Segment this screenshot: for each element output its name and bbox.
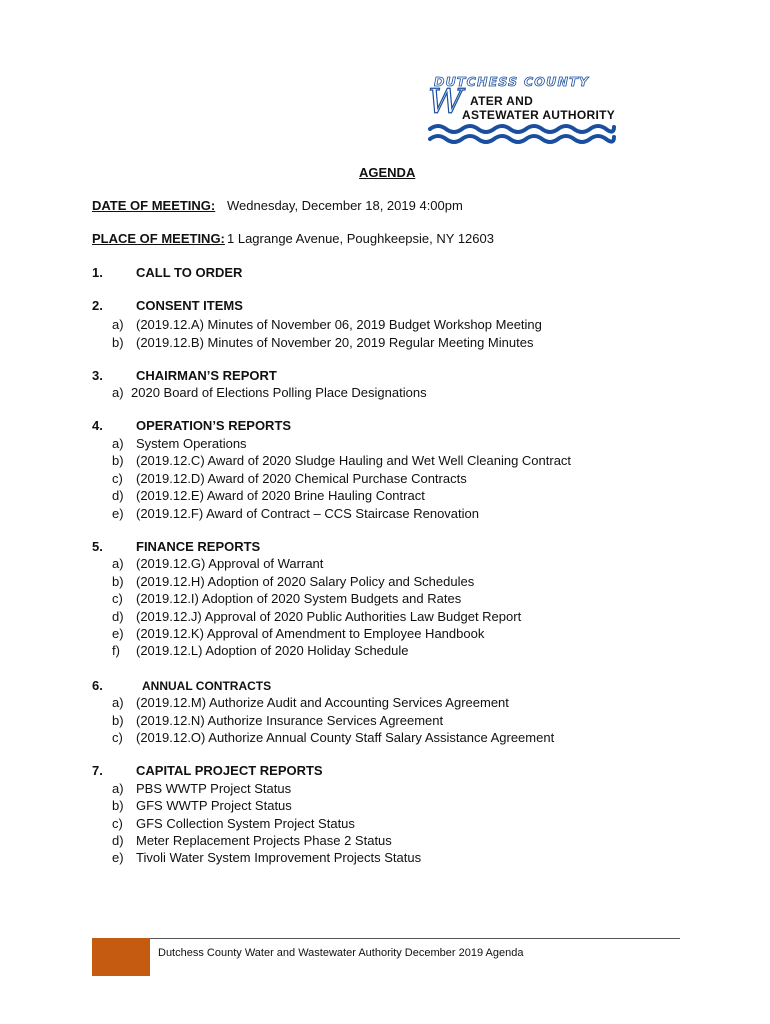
item-letter: d): [112, 833, 124, 848]
item-letter: a): [112, 436, 124, 451]
item-letter: c): [112, 591, 123, 606]
authority-logo: [428, 74, 620, 148]
agenda-item: (2019.12.C) Award of 2020 Sludge Hauling and Wet Well Cleaning Contract: [136, 453, 572, 468]
logo-w-letter: W: [428, 82, 463, 122]
section-number: 6.: [92, 678, 103, 693]
agenda-item: (2019.12.H) Adoption of 2020 Salary Policy and Schedules: [136, 574, 475, 589]
agenda-item: (2019.12.N) Authorize Insurance Services Agreement: [136, 713, 444, 728]
agenda-item: (2019.12.M) Authorize Audit and Accounting Services Agreement: [136, 695, 509, 710]
agenda-item: (2019.12.G) Approval of Warrant: [136, 556, 324, 571]
agenda-item: (2019.12.A) Minutes of November 06, 2019 Budget Workshop Meeting: [136, 317, 542, 332]
agenda-item: (2019.12.I) Adoption of 2020 System Budgets and Rates: [136, 591, 462, 606]
item-letter: a): [112, 695, 124, 710]
section-number: 7.: [92, 763, 103, 778]
agenda-item: (2019.12.B) Minutes of November 20, 2019 Regular Meeting Minutes: [136, 335, 534, 350]
agenda-item: GFS WWTP Project Status: [136, 798, 292, 813]
agenda-item: (2019.12.K) Approval of Amendment to Employee Handbook: [136, 626, 485, 641]
section-number: 4.: [92, 418, 103, 433]
logo-line-2: ASTEWATER AUTHORITY: [462, 108, 616, 122]
section-title: CALL TO ORDER: [136, 265, 243, 280]
agenda-item: (2019.12.L) Adoption of 2020 Holiday Schedule: [136, 643, 409, 658]
agenda-item: System Operations: [136, 436, 247, 451]
item-letter: a): [112, 556, 124, 571]
item-letter: d): [112, 488, 124, 503]
item-letter: d): [112, 609, 124, 624]
footer-divider: [150, 938, 680, 939]
agenda-item: PBS WWTP Project Status: [136, 781, 292, 796]
item-letter: b): [112, 335, 124, 350]
item-letter: b): [112, 574, 124, 589]
section-title: FINANCE REPORTS: [136, 539, 261, 554]
agenda-item: (2019.12.E) Award of 2020 Brine Hauling Contract: [136, 488, 425, 503]
date-value: Wednesday, December 18, 2019 4:00pm: [227, 198, 463, 213]
place-label: PLACE OF MEETING:: [92, 231, 225, 246]
item-letter: b): [112, 798, 124, 813]
item-letter: b): [112, 453, 124, 468]
date-label: DATE OF MEETING:: [92, 198, 216, 213]
item-letter: e): [112, 850, 124, 865]
footer-text: Dutchess County Water and Wastewater Authority December 2019 Agenda: [158, 947, 524, 959]
logo-waves-icon: [428, 122, 616, 146]
agenda-item: (2019.12.D) Award of 2020 Chemical Purchase Contracts: [136, 471, 467, 486]
section-number: 5.: [92, 539, 103, 554]
item-letter: e): [112, 626, 124, 641]
item-letter: a): [112, 317, 124, 332]
footer-accent-box: [92, 938, 150, 976]
item-letter: c): [112, 471, 123, 486]
logo-county-text: DUTCHESS COUNTY: [434, 74, 590, 89]
agenda-item: Tivoli Water System Improvement Projects Status: [136, 850, 422, 865]
section-title: CONSENT ITEMS: [136, 298, 243, 313]
section-title: CAPITAL PROJECT REPORTS: [136, 763, 323, 778]
page-title: AGENDA: [359, 165, 416, 180]
place-value: 1 Lagrange Avenue, Poughkeepsie, NY 12603: [227, 231, 494, 246]
agenda-item: (2019.12.J) Approval of 2020 Public Authorities Law Budget Report: [136, 609, 522, 624]
item-letter: c): [112, 816, 123, 831]
logo-line-1: ATER AND: [470, 94, 534, 108]
section-number: 2.: [92, 298, 103, 313]
item-letter: e): [112, 506, 124, 521]
agenda-item: GFS Collection System Project Status: [136, 816, 355, 831]
agenda-item: Meter Replacement Projects Phase 2 Status: [136, 833, 392, 848]
section-title: ANNUAL CONTRACTS: [142, 679, 272, 693]
agenda-item: (2019.12.O) Authorize Annual County Staff Salary Assistance Agreement: [136, 730, 555, 745]
agenda-item: 2020 Board of Elections Polling Place Designations: [131, 385, 427, 400]
item-letter: c): [112, 730, 123, 745]
section-number: 1.: [92, 265, 103, 280]
section-number: 3.: [92, 368, 103, 383]
item-letter: a): [112, 385, 124, 400]
agenda-item: (2019.12.F) Award of Contract – CCS Staircase Renovation: [136, 506, 479, 521]
item-letter: f): [112, 643, 120, 658]
item-letter: a): [112, 781, 124, 796]
item-letter: b): [112, 713, 124, 728]
section-title: CHAIRMAN’S REPORT: [136, 368, 277, 383]
section-title: OPERATION’S REPORTS: [136, 418, 292, 433]
